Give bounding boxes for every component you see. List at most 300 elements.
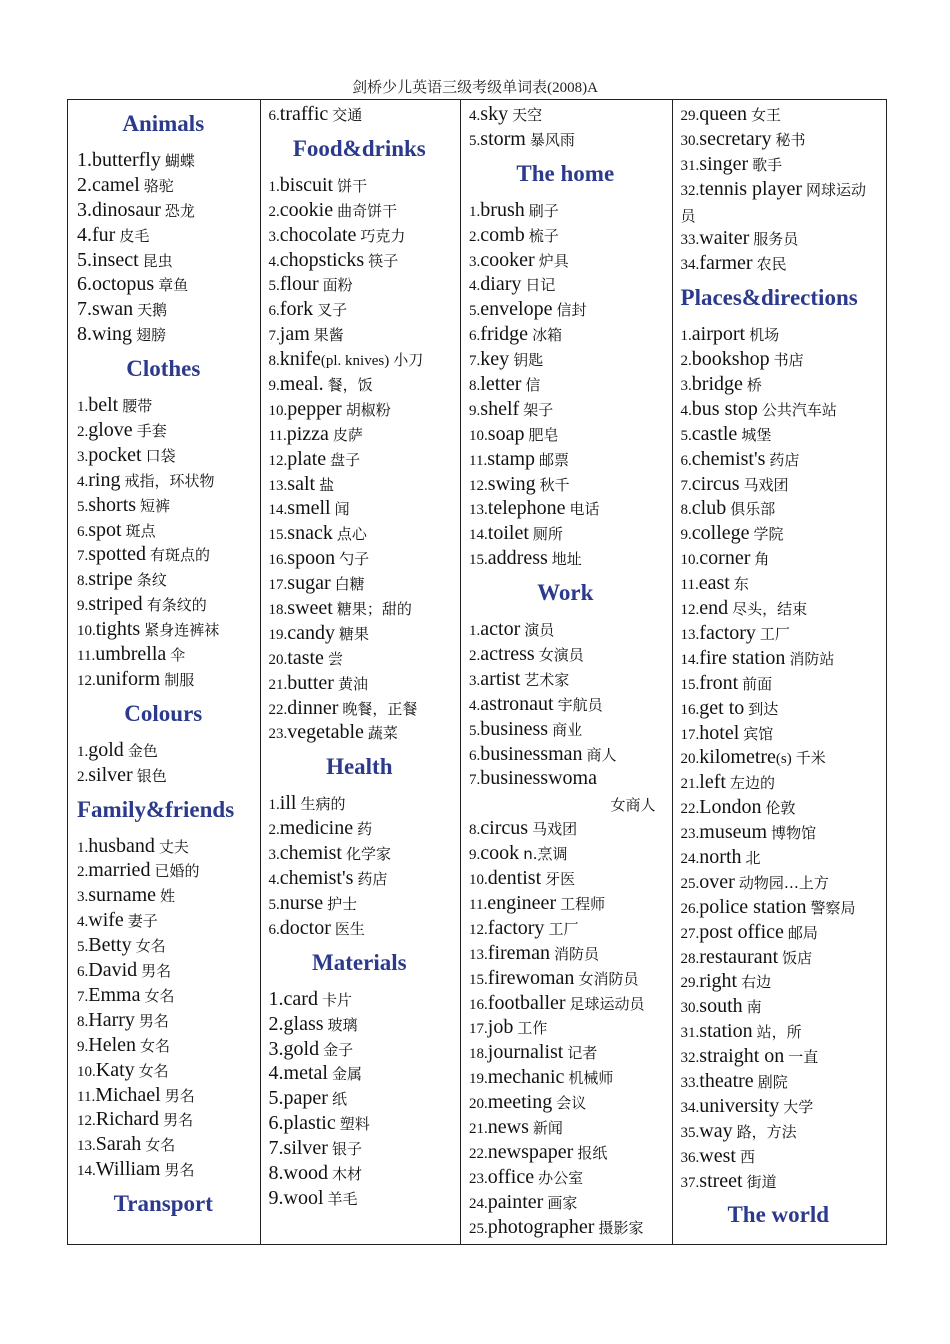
vocab-item [269,173,461,198]
item-number: 12. [77,672,96,689]
item-number: 5. [469,722,481,739]
table-column-2 [260,100,461,1244]
english-word: metal [283,1062,328,1085]
english-word: jam [279,323,310,346]
item-number: 34. [680,257,700,274]
vocab-item [469,941,671,966]
item-number: 3. [77,448,89,465]
english-word: pizza [286,422,329,445]
chinese-meaning: 俱乐部 [730,500,776,519]
vocab-item [77,1083,260,1108]
vocab-item [469,1165,671,1190]
chinese-meaning: 有斑点的 [150,546,211,565]
item-number: 5. [268,896,280,913]
vocab-item [269,1111,461,1136]
chinese-meaning: 妻子 [127,912,158,931]
chinese-meaning: 左边的 [729,774,775,793]
item-number: 13. [469,502,488,519]
english-word: pepper [287,397,342,420]
chinese-meaning: 梳子 [528,226,559,245]
chinese-meaning: 纸 [331,1090,347,1109]
chinese-meaning: 摄影家 [598,1218,644,1237]
english-word: front [699,671,739,694]
chinese-meaning: 秋千 [539,475,570,494]
english-word: cookie [279,198,334,221]
vocab-item [469,891,671,916]
chinese-meaning: 西 [739,1147,755,1166]
vocab-item [269,372,461,397]
chinese-meaning: 叉子 [317,301,348,320]
item-number: 20. [469,1096,488,1113]
vocab-item [681,770,886,795]
vocab-item [269,791,461,816]
chinese-meaning: 饼干 [337,176,368,195]
vocab-item [77,958,260,983]
vocab-item [469,1015,671,1040]
english-word: university [699,1094,780,1117]
vocab-item [269,422,461,447]
english-word: artist [480,667,521,690]
chinese-meaning: 糖果 [339,624,370,643]
vocab-item [469,322,671,347]
english-word: striped [88,593,143,616]
chinese-meaning: 女名 [135,937,166,956]
english-word: biscuit [279,173,334,196]
chinese-meaning: 男名 [164,1161,195,1180]
vocab-item [681,347,886,372]
english-word: letter [480,373,522,396]
chinese-meaning: 巧克力 [360,226,406,245]
item-number: 3. [77,889,89,906]
vocab-item [269,987,461,1012]
english-word: plastic [283,1112,336,1135]
vocab-item [77,834,260,859]
chinese-meaning: 街道 [746,1172,777,1191]
english-word: vegetable [287,721,364,744]
item-number: 18. [268,602,288,619]
chinese-meaning: 工程师 [560,894,606,913]
chinese-meaning: 机场 [749,326,780,345]
english-word: married [88,859,151,882]
english-word: sweet [287,597,333,620]
vocab-item [77,592,260,617]
item-number: 30. [680,1000,700,1017]
english-word: Michael [95,1083,161,1106]
chinese-meaning: 演员 [524,621,555,640]
vocab-item [681,745,886,770]
chinese-meaning: 电话 [569,500,600,519]
english-word: shorts [88,493,137,516]
item-number: 17. [469,1021,488,1038]
english-word: Helen [88,1033,137,1056]
vocab-item [469,1090,671,1115]
chinese-meaning: 学院 [753,525,784,544]
chinese-meaning: 昆虫 [142,251,173,270]
english-word: gold [88,738,124,761]
item-number: 1. [77,399,89,416]
chinese-meaning: 女消防员 [578,969,639,988]
chinese-meaning: 翅膀 [136,326,167,345]
chinese-meaning: 男名 [163,1111,194,1130]
english-word: cooker [480,248,535,271]
chinese-meaning: 面粉 [322,276,353,295]
english-word: nurse [279,891,324,914]
english-word: stamp [487,447,536,470]
item-number: 8. [469,822,481,839]
chinese-meaning: 歌手 [752,155,783,174]
item-number: 31. [680,157,700,174]
english-word: stripe [88,568,133,591]
vocab-item [681,251,886,276]
vocab-item [77,297,260,322]
item-number: 5. [469,132,481,149]
vocab-item [681,1094,886,1119]
vocab-item [77,468,260,493]
english-word: bus stop [691,397,758,420]
chinese-meaning: 有条纹的 [146,596,207,615]
item-number: 13. [680,626,700,643]
english-word: meal. [279,373,324,396]
word-note: (s) [775,751,792,768]
english-word: painter [487,1190,544,1213]
vocab-item [469,422,671,447]
english-word: comb [480,223,525,246]
chinese-meaning: 右边 [741,973,772,992]
item-number: 11. [77,1088,96,1105]
vocab-item [469,1115,671,1140]
chinese-meaning: n.烹调 [523,845,568,864]
english-word: Emma [88,983,141,1006]
chinese-meaning: 消防站 [789,649,835,668]
vocab-item [469,223,671,248]
vocab-item [681,397,886,422]
item-number: 3. [77,198,92,221]
vocab-item [681,152,886,177]
item-number: 1. [469,623,481,640]
chinese-meaning: 博物馆 [771,824,817,843]
item-number: 4. [268,1062,284,1085]
vocab-item [469,496,671,521]
vocab-item [469,127,671,152]
vocab-item [469,521,671,546]
vocab-item [681,1069,886,1094]
vocab-item [681,969,886,994]
chinese-meaning: 钥匙 [513,351,544,370]
chinese-meaning: 工厂 [759,624,790,643]
table-column-4 [672,100,886,1244]
chinese-meaning: 药店 [769,450,800,469]
item-number: 7. [469,353,481,370]
english-word: actor [480,618,521,641]
chinese-meaning: 冰箱 [532,326,563,345]
vocab-item [77,858,260,883]
vocab-item [77,667,260,692]
item-number: 22. [469,1145,488,1162]
chinese-meaning: 警察局 [810,898,856,917]
item-number: 12. [469,477,488,494]
item-number: 32. [680,1050,700,1067]
english-word: fork [279,298,314,321]
chinese-meaning: 紧身连裤袜 [144,621,220,640]
english-word: straight on [699,1045,785,1068]
english-word: ring [88,468,121,491]
section-heading: Work [537,580,594,606]
vocab-item [469,991,671,1016]
item-number: 25. [469,1220,488,1237]
english-word: business [480,717,549,740]
english-word: fireman [487,941,550,964]
english-word: factory [699,621,756,644]
chinese-meaning: 恐龙 [164,201,195,220]
english-word: engineer [487,891,557,914]
item-number: 35. [680,1124,700,1141]
chinese-meaning: 尽头，结束 [732,600,808,619]
chinese-meaning: 女王 [751,106,782,124]
vocab-item [269,1186,461,1211]
vocab-item [269,322,461,347]
english-word: candy [287,621,336,644]
english-word: sugar [287,572,331,595]
vocab-item [269,891,461,916]
english-word: fur [92,223,116,246]
vocab-item [269,696,461,721]
chinese-meaning: 皮毛 [119,226,150,245]
chinese-meaning: 条纹 [136,571,167,590]
vocab-item [269,521,461,546]
vocab-item [681,422,886,447]
vocab-item [469,102,671,127]
section-heading: The home [516,160,615,186]
vocab-item [269,472,461,497]
vocab-item [269,272,461,297]
item-number: 34. [680,1099,700,1116]
item-number: 6. [268,1112,284,1135]
vocab-item [469,966,671,991]
vocab-item [469,642,671,667]
item-number: 2. [77,864,89,881]
english-word: restaurant [699,945,779,968]
english-word: ill [279,792,297,815]
english-word: photographer [487,1215,595,1238]
vocab-item [681,372,886,397]
chinese-meaning: 点心 [336,525,367,544]
vocab-item [77,223,260,248]
item-number: 4. [77,473,89,490]
vocab-item [681,447,886,472]
document-title: 剑桥少儿英语三级考级单词表(2008)A [352,80,598,96]
english-word: paper [283,1087,328,1110]
vocab-item [77,567,260,592]
chinese-meaning: 尝 [327,649,343,668]
chinese-meaning: 果酱 [313,326,344,345]
english-word: traffic [279,103,329,125]
item-number: 15. [680,676,700,693]
vocab-item [681,621,886,646]
item-number: 6. [469,747,481,764]
vocab-item [269,347,461,372]
chinese-meaning: 晚餐，正餐 [342,699,418,718]
item-number: 20. [268,651,288,668]
vocab-item [681,596,886,621]
item-number: 2. [268,203,280,220]
vocab-item [77,248,260,273]
chinese-meaning: 机械师 [568,1069,614,1088]
item-number: 6. [268,108,280,124]
chinese-meaning: 画家 [547,1193,578,1212]
chinese-meaning: 男名 [138,1011,169,1030]
chinese-meaning: 办公室 [538,1168,584,1187]
chinese-meaning: 角 [754,550,770,569]
item-number: 12. [268,452,288,469]
chinese-meaning: 化学家 [346,845,392,864]
chinese-meaning: 手套 [136,422,167,441]
chinese-meaning: 金色 [127,741,158,760]
chinese-meaning: 刷子 [528,201,559,220]
english-word: David [88,959,138,982]
item-number: 9. [268,1186,284,1209]
item-number: 15. [268,527,288,544]
item-number: 8. [268,1161,284,1184]
vocab-item [469,667,671,692]
vocab-item [681,1019,886,1044]
item-number: 4. [77,223,92,246]
item-number: 28. [680,950,700,967]
vocab-item [469,397,671,422]
chinese-meaning: 玻璃 [327,1015,358,1034]
vocab-item [681,127,886,152]
english-word: umbrella [95,643,167,666]
item-number: 6. [469,328,481,345]
item-number: 3. [268,228,280,245]
vocab-item [77,1058,260,1083]
chinese-meaning: 报纸 [577,1143,608,1162]
item-number: 11. [680,577,699,594]
item-number: 7. [268,1137,284,1160]
chinese-meaning: 牙医 [545,870,576,889]
chinese-meaning: 塑料 [339,1115,370,1134]
vocab-item [269,1136,461,1161]
vocab-item [77,393,260,418]
chinese-meaning: 大学 [783,1097,814,1116]
vocab-item [681,472,886,497]
vocab-item [269,1086,461,1111]
chinese-meaning: 生病的 [300,795,346,814]
english-word: get to [699,696,745,719]
vocab-item [77,1132,260,1157]
item-number: 29. [680,108,700,124]
english-word: businessman [480,742,583,765]
chinese-meaning: 邮局 [787,923,818,942]
chinese-meaning: 女名 [145,1136,176,1155]
english-word: wood [283,1161,328,1184]
vocab-item [77,542,260,567]
vocab-item [469,816,671,841]
english-word: wing [92,323,132,346]
chinese-meaning: 消防员 [553,944,599,963]
english-word: kilometre [699,746,776,769]
item-number: 21. [680,776,700,793]
english-word: south [699,995,743,1018]
english-word: waiter [699,227,750,250]
vocab-item [469,248,671,273]
english-word: London [699,796,762,819]
chinese-meaning: 北 [745,848,761,867]
item-number: 10. [469,872,488,889]
item-number: 9. [680,527,692,544]
vocab-item [469,347,671,372]
chinese-meaning: 女演员 [538,646,584,665]
english-word: Harry [88,1008,135,1031]
vocab-item [469,472,671,497]
item-number: 10. [680,552,700,569]
chinese-meaning: 书店 [773,351,804,370]
item-number: 6. [77,523,89,540]
item-number: 13. [469,946,488,963]
vocab-item [681,1144,886,1169]
vocab-item [269,198,461,223]
item-number: 12. [77,1113,96,1130]
chinese-meaning: 剧院 [757,1072,788,1091]
item-number: 1. [77,743,89,760]
vocab-item [469,1215,671,1240]
chinese-meaning: 网球运动员 [680,180,867,225]
section-heading: Transport [113,1191,213,1217]
vocab-item [469,272,671,297]
vocab-item [469,297,671,322]
vocab-item [77,1157,260,1182]
vocab-item [269,621,461,646]
item-number: 4. [680,402,692,419]
english-word: spot [88,518,122,541]
chinese-meaning: 女名 [138,1061,169,1080]
vocab-item [681,870,886,895]
item-number: 7. [77,988,89,1005]
english-word: street [699,1169,743,1192]
english-word: footballer [487,991,566,1014]
english-word: Richard [95,1108,160,1131]
vocab-item [681,895,886,920]
vocab-item [77,1033,260,1058]
item-number: 11. [469,452,488,469]
vocab-item [469,198,671,223]
vocab-item [681,696,886,721]
vocab-item [77,763,260,788]
english-word: chocolate [279,223,357,246]
english-word: east [698,572,730,595]
vocab-item [469,692,671,717]
chinese-meaning: 金子 [323,1040,354,1059]
item-number: 7. [77,548,89,565]
english-word: address [487,547,548,570]
chinese-meaning: 信封 [556,301,587,320]
section-heading: Food&drinks [292,135,426,161]
english-word: way [699,1119,733,1142]
english-word: left [699,771,726,794]
english-word: businesswoma [480,767,597,790]
vocab-item [269,496,461,521]
chinese-meaning: 羊毛 [327,1189,358,1208]
vocab-item [269,841,461,866]
chinese-meaning: 护士 [327,894,358,913]
item-number: 1. [680,328,692,345]
english-word: brush [480,198,525,221]
english-word: bookshop [691,348,770,371]
item-number: 4. [77,914,89,931]
vocab-item [269,1037,461,1062]
chinese-meaning: 木材 [331,1164,362,1183]
section-heading: Places&directions [680,285,858,311]
item-number: 5. [77,939,89,956]
